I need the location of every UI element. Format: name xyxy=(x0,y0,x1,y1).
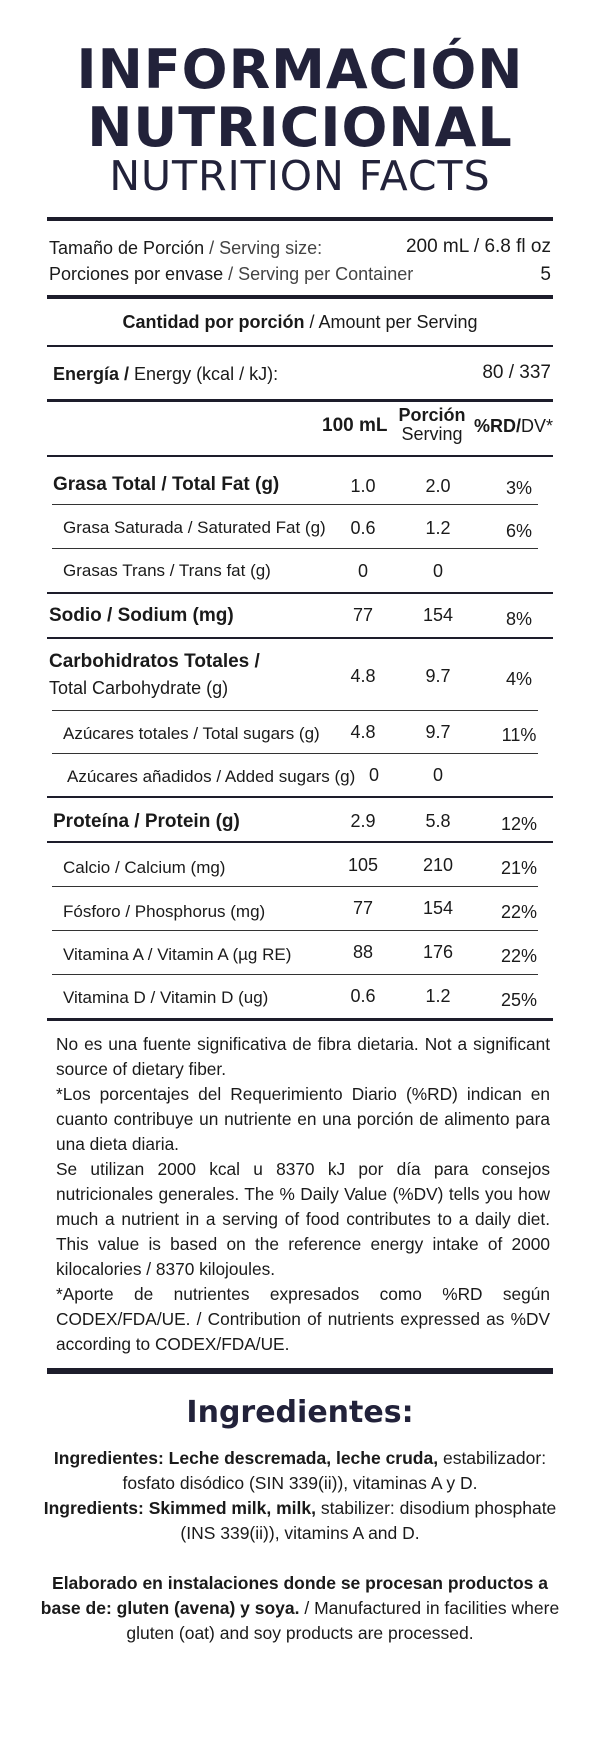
nutrient-dv: 6% xyxy=(505,521,532,541)
nutrient-per100: 4.8 xyxy=(350,722,376,742)
row-divider xyxy=(47,841,553,843)
nutrient-per100: 0.6 xyxy=(350,986,376,1006)
nutrient-label: Sodio / Sodium (mg) xyxy=(49,605,234,626)
nutrient-per100: 77 xyxy=(352,605,374,625)
energy-rule xyxy=(47,399,553,402)
title-line-3: NUTRITION FACTS xyxy=(109,152,491,200)
col-header-serving-en: Serving xyxy=(401,424,463,444)
nutrient-dv: 22% xyxy=(500,946,538,966)
nutrient-label: Vitamina A / Vitamin A (µg RE) xyxy=(63,945,292,964)
row-divider xyxy=(52,886,538,887)
nutrient-label xyxy=(49,649,260,701)
nutrient-per100: 4.8 xyxy=(350,666,376,686)
ingredients-text xyxy=(40,1446,560,1546)
nutrient-dv: 3% xyxy=(505,478,532,498)
nutrient-per100: 2.9 xyxy=(350,811,376,831)
servings-label-es: Porciones por envase xyxy=(49,264,224,284)
col-header-100ml: 100 mL xyxy=(322,415,388,436)
nutrient-per100: 0 xyxy=(357,561,368,581)
nutrient-dv: 22% xyxy=(500,902,538,922)
amount-label-en: / Amount per Serving xyxy=(304,312,478,332)
nutrient-serving: 0 xyxy=(432,561,443,581)
ingredients-title: Ingredientes: xyxy=(186,1395,414,1430)
serving-rule xyxy=(47,295,553,299)
nutrient-serving: 5.8 xyxy=(425,811,451,831)
energy-label-en: Energy (kcal / kJ): xyxy=(129,364,279,384)
row-divider xyxy=(52,504,538,505)
nutrient-label: Grasas Trans / Trans fat (g) xyxy=(63,561,271,580)
row-divider xyxy=(47,796,553,798)
ingredients-es-bold: Ingredientes: Leche descremada, leche cruda, xyxy=(53,1448,439,1468)
serving-size-label xyxy=(49,238,322,259)
ingredients-en xyxy=(40,1496,560,1546)
row-divider xyxy=(52,930,538,931)
nutrient-per100: 0 xyxy=(368,765,379,785)
nutrient-label: Proteína / Protein (g) xyxy=(53,811,240,832)
footnote-fiber: No es una fuente significativa de fibra dietaria. Not a significant source of dietary fiber. xyxy=(56,1034,550,1079)
nutrient-dv: 11% xyxy=(501,725,537,745)
nutrient-serving: 0 xyxy=(432,765,443,785)
servings-per-container-label xyxy=(49,264,413,285)
allergen-rest: / Manufactured in facilities where gluten (oat) and soy products are processed. xyxy=(126,1598,560,1643)
nutrient-serving: 154 xyxy=(422,605,454,625)
ingredients-es-rest: estabilizador: fosfato disódico (SIN 339(ii)), vitaminas A y D. xyxy=(122,1448,547,1493)
row-divider xyxy=(52,548,538,549)
title-line-1: INFORMACIÓN xyxy=(76,38,524,101)
nutrient-label-line1: Carbohidratos Totales / xyxy=(49,651,260,672)
nutrient-label: Grasa Total / Total Fat (g) xyxy=(53,474,280,495)
nutrient-serving: 154 xyxy=(422,898,454,918)
amount-label-es: Cantidad por porción xyxy=(122,312,305,332)
col-header-dv-light: DV* xyxy=(521,416,554,436)
col-header-rd: %RD/ xyxy=(474,416,522,436)
nutrient-serving: 176 xyxy=(422,942,454,962)
col-header-serving xyxy=(395,406,469,444)
col-header-dv xyxy=(474,416,553,437)
nutrient-per100: 0.6 xyxy=(350,518,376,538)
row-divider xyxy=(52,753,538,754)
col-header-porcion: Porción xyxy=(398,405,466,425)
allergen-bold: Elaborado en instalaciones donde se procesan productos a base de: gluten (avena) y soya. xyxy=(40,1573,548,1618)
footnote-rd: *Los porcentajes del Requerimiento Diario (%RD) indican en cuanto contribuye un nutriente en una porción de alimento para una dieta diaria. xyxy=(56,1084,550,1154)
ingredients-en-rest: stabilizer: disodium phosphate (INS 339(ii)), vitamins A and D. xyxy=(180,1498,557,1543)
serving-size-value: 200 mL / 6.8 fl oz xyxy=(405,236,551,257)
nutrient-label: Fósforo / Phosphorus (mg) xyxy=(63,902,266,921)
amount-per-serving xyxy=(0,312,600,333)
nutrient-dv: 21% xyxy=(500,858,538,878)
title-line-2: NUTRICIONAL xyxy=(87,96,513,159)
serving-size-label-en: / Serving size: xyxy=(204,238,323,258)
footnote-energy: Se utilizan 2000 kcal u 8370 kJ por día para consejos nutricionales generales. The % Daily Value (%DV) tells you how much a nutrient in a serving of food contributes to a daily diet. This value is based on the reference energy intake of 2000 kilocalories / 8370 kilojoules. xyxy=(56,1159,550,1279)
nutrient-label: Azúcares totales / Total sugars (g) xyxy=(63,724,320,743)
nutrient-serving: 2.0 xyxy=(425,476,451,496)
ingredients-es xyxy=(40,1446,560,1496)
ingredients-rule xyxy=(47,1368,553,1374)
row-divider xyxy=(47,637,553,639)
nutrient-label-line2: Total Carbohydrate (g) xyxy=(49,678,229,698)
row-divider xyxy=(52,710,538,711)
allergen-statement xyxy=(40,1571,560,1646)
top-rule xyxy=(47,217,553,221)
nutrient-serving: 9.7 xyxy=(425,722,451,742)
nutrient-dv: 8% xyxy=(505,609,532,629)
nutrient-serving: 1.2 xyxy=(425,986,451,1006)
nutrient-serving: 9.7 xyxy=(425,666,451,686)
nutrient-label: Azúcares añadidos / Added sugars (g) xyxy=(67,767,356,786)
servings-per-container-value: 5 xyxy=(540,264,551,285)
nutrient-dv: 12% xyxy=(500,814,538,834)
nutrient-per100: 88 xyxy=(352,942,374,962)
nutrient-label: Grasa Saturada / Saturated Fat (g) xyxy=(63,518,326,537)
footnote-codex: *Aporte de nutrientes expresados como %RD según CODEX/FDA/UE. / Contribution of nutrients expressed as %DV according to CODEX/FDA/UE. xyxy=(56,1284,550,1354)
table-bottom-rule xyxy=(47,1018,553,1021)
nutrient-label: Vitamina D / Vitamin D (ug) xyxy=(63,988,269,1007)
energy-label-es: Energía / xyxy=(53,364,130,384)
servings-label-en: / Serving per Container xyxy=(223,264,414,284)
header-rule xyxy=(47,455,553,457)
nutrient-serving: 210 xyxy=(422,855,454,875)
nutrient-per100: 105 xyxy=(347,855,379,875)
nutrient-dv: 4% xyxy=(505,669,532,689)
nutrient-dv: 25% xyxy=(500,990,538,1010)
serving-size-label-es: Tamaño de Porción xyxy=(49,238,205,258)
nutrient-serving: 1.2 xyxy=(425,518,451,538)
row-divider xyxy=(52,974,538,975)
energy-value: 80 / 337 xyxy=(482,362,551,383)
nutrient-label: Calcio / Calcium (mg) xyxy=(63,858,226,877)
nutrient-per100: 1.0 xyxy=(350,476,376,496)
row-divider xyxy=(47,592,553,594)
amount-rule xyxy=(47,345,553,347)
ingredients-en-bold: Ingredients: Skimmed milk, milk, xyxy=(43,1498,317,1518)
nutrient-per100: 77 xyxy=(352,898,374,918)
energy-label xyxy=(53,364,278,385)
footnotes xyxy=(56,1032,550,1357)
